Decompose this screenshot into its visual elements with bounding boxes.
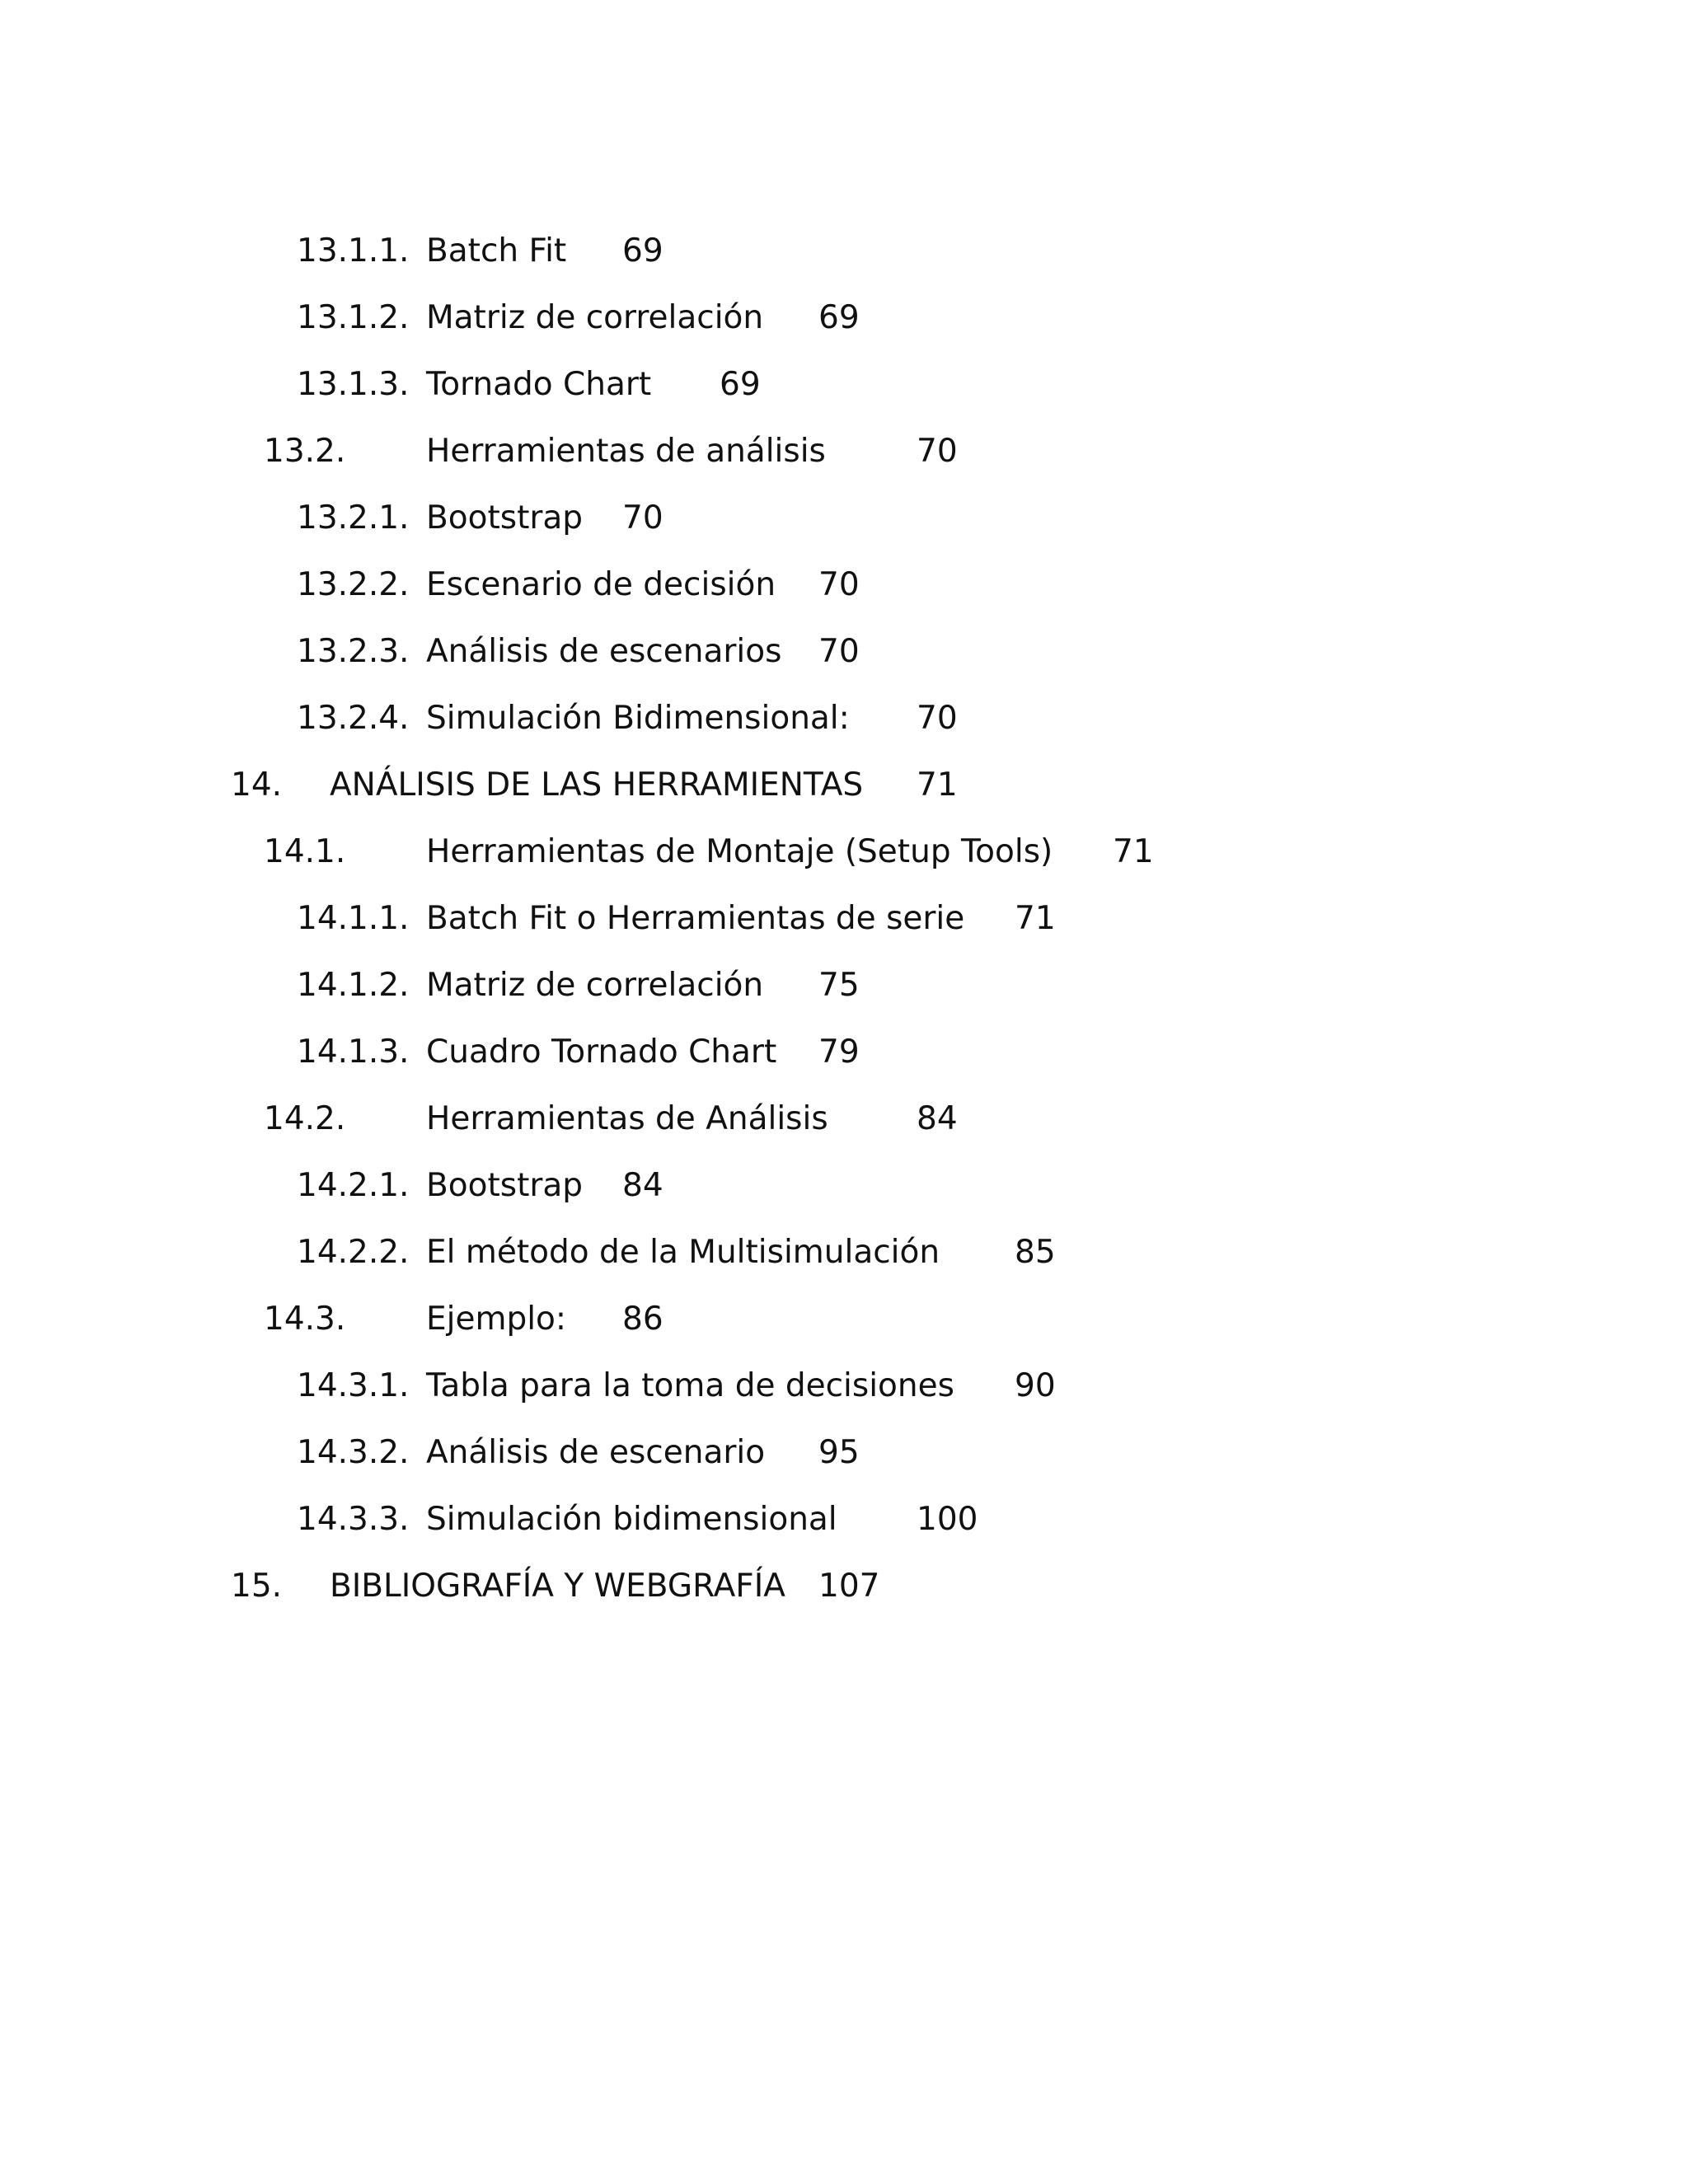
- toc-title: Matriz de correlación: [426, 967, 764, 1004]
- toc-number: 14.1.: [264, 833, 346, 870]
- toc-number: 14.3.2.: [297, 1434, 410, 1471]
- toc-number: 13.2.2.: [297, 566, 410, 603]
- toc-page: 84: [917, 1100, 958, 1137]
- toc-page: 86: [622, 1301, 663, 1338]
- toc-number: 14.1.2.: [297, 967, 410, 1004]
- toc-page: 107: [818, 1568, 880, 1605]
- toc-title: Batch Fit: [426, 232, 567, 269]
- toc-page: 71: [1113, 833, 1154, 870]
- toc-title: Herramientas de Montaje (Setup Tools): [426, 833, 1053, 870]
- toc-number: 14.: [231, 766, 283, 804]
- toc-title: Análisis de escenarios: [426, 633, 782, 670]
- toc-title: Escenario de decisión: [426, 566, 776, 603]
- toc-title: Bootstrap: [426, 1167, 584, 1204]
- toc-number: 14.3.: [264, 1301, 346, 1338]
- toc-title: Tornado Chart: [426, 366, 652, 403]
- toc-page: 70: [917, 433, 958, 470]
- toc-title: Batch Fit o Herramientas de serie: [426, 900, 965, 937]
- toc-page: 85: [1015, 1234, 1056, 1271]
- toc-page: 75: [818, 967, 860, 1004]
- toc-page: 95: [818, 1434, 860, 1471]
- toc-number: 13.2.3.: [297, 633, 410, 670]
- toc-number: 14.1.3.: [297, 1033, 410, 1071]
- toc-number: 13.1.1.: [297, 232, 410, 269]
- toc-title: BIBLIOGRAFÍA Y WEBGRAFÍA: [330, 1568, 785, 1605]
- toc-number: 13.1.3.: [297, 366, 410, 403]
- toc-title: Simulación Bidimensional:: [426, 700, 850, 737]
- toc-title: ANÁLISIS DE LAS HERRAMIENTAS: [330, 766, 864, 804]
- toc-number: 13.2.1.: [297, 499, 410, 537]
- toc-number: 14.2.1.: [297, 1167, 410, 1204]
- toc-title: Análisis de escenario: [426, 1434, 766, 1471]
- toc-number: 14.3.1.: [297, 1367, 410, 1404]
- toc-title: Herramientas de Análisis: [426, 1100, 828, 1137]
- toc-title: Herramientas de análisis: [426, 433, 826, 470]
- toc-number: 14.2.2.: [297, 1234, 410, 1271]
- toc-title: Cuadro Tornado Chart: [426, 1033, 777, 1071]
- toc-page: 90: [1015, 1367, 1056, 1404]
- toc-page: 70: [818, 633, 860, 670]
- toc-number: 13.2.: [264, 433, 346, 470]
- toc-page: 79: [818, 1033, 860, 1071]
- toc-title: El método de la Multisimulación: [426, 1234, 940, 1271]
- toc-title: Tabla para la toma de decisiones: [426, 1367, 954, 1404]
- toc-page: 100: [917, 1501, 978, 1538]
- toc-title: Simulación bidimensional: [426, 1501, 837, 1538]
- toc-page: 71: [917, 766, 958, 804]
- toc-page: 69: [818, 299, 860, 336]
- toc-page: 70: [622, 499, 663, 537]
- toc-number: 14.2.: [264, 1100, 346, 1137]
- toc-number: 14.1.1.: [297, 900, 410, 937]
- toc-page: 84: [622, 1167, 663, 1204]
- toc-page: 70: [818, 566, 860, 603]
- toc-title: Bootstrap: [426, 499, 584, 537]
- toc-number: 14.3.3.: [297, 1501, 410, 1538]
- toc-number: 13.2.4.: [297, 700, 410, 737]
- toc-number: 15.: [231, 1568, 283, 1605]
- toc-page: 71: [1015, 900, 1056, 937]
- toc-page: 69: [622, 232, 663, 269]
- toc-number: 13.1.2.: [297, 299, 410, 336]
- toc-page: 70: [917, 700, 958, 737]
- toc-title: Matriz de correlación: [426, 299, 764, 336]
- toc-page: 69: [720, 366, 761, 403]
- toc-title: Ejemplo:: [426, 1301, 567, 1338]
